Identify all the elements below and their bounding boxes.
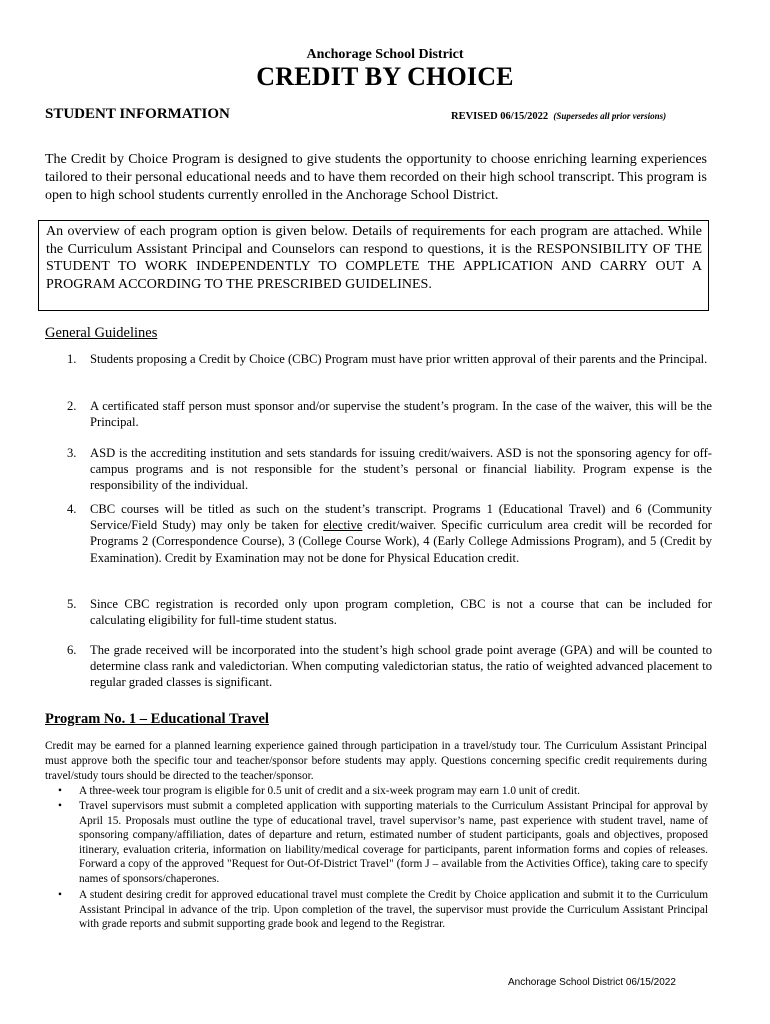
guideline-number: 3.: [67, 446, 77, 460]
program-1-body: Credit may be earned for a planned learning experience gained through participation in a travel/study tour. The Curriculum Assistant Principal must approve both the specific tour and teacher/sponsor before students may apply. Questions concerning specific credit requirements during travel/study tours should be directed to the teacher/sponsor.: [45, 740, 707, 782]
supersedes-note: (Supersedes all prior versions): [553, 111, 667, 121]
program-1-bullet: [58, 799, 708, 887]
guideline-text: A certificated staff person must sponsor and/or supervise the student’s program. In the case of the waiver, this will be the Principal.: [90, 399, 712, 430]
guideline-number: 6.: [67, 643, 77, 657]
overview-box: An overview of each program option is given below. Details of requirements for each program are attached. While the Curriculum Assistant Principal and Counselors can respond to questions, it is the RESPONSIBILITY OF THE STUDENT TO WORK INDEPENDENTLY TO COMPLETE THE APPLICATION AND CARRY OUT A PROGRAM ACCORDING TO THE PRESCRIBED GUIDELINES.: [38, 220, 709, 311]
program-1-bullet: [58, 888, 708, 932]
page-footer: Anchorage School District 06/15/2022: [508, 977, 676, 988]
bullet-glyph: •: [58, 785, 62, 797]
revision-note: [451, 111, 666, 122]
guideline-number: 2.: [67, 399, 77, 413]
program-1-heading: Program No. 1 – Educational Travel: [45, 711, 269, 727]
guideline-text: Students proposing a Credit by Choice (CBC) Program must have prior written approval of their parents and the Principal.: [90, 352, 708, 366]
guideline-text: ASD is the accrediting institution and sets standards for issuing credit/waivers. ASD is not the sponsoring agency for off-campus programs and is not responsible for the student’s personal or financial liability. Program expense is the responsibility of the individual.: [90, 446, 712, 493]
guideline-text-part: CBC courses will be titled as such on the student’s transcript. Programs 1 (Educational Travel) and 6 (Community Service/Field Study) may only be taken for: [90, 502, 712, 533]
guideline-number: 5.: [67, 597, 77, 611]
bullet-text: A student desiring credit for approved educational travel must complete the Credit by Choice application and submit it to the Curriculum Assistant Principal in advance of the trip. Upon completion of the travel, the supervisor must provide the Curriculum Assistant Principal with grade reports and submit supporting grade book and legend to the Registrar.: [79, 889, 708, 931]
intro-paragraph: The Credit by Choice Program is designed to give students the opportunity to choose enriching learning experiences tailored to their personal educational needs and to have them recorded on their high school transcript. This program is open to high school students currently enrolled in the Anchorage School District.: [45, 152, 707, 204]
guideline-number: 1.: [67, 352, 77, 366]
guideline-item: [67, 501, 712, 566]
guideline-item: [67, 596, 712, 628]
program-1-bullet: [58, 784, 708, 799]
bullet-text: A three-week tour program is eligible for 0.5 unit of credit and a six-week program may earn 1.0 unit of credit.: [79, 785, 580, 797]
guideline-item: [67, 351, 712, 367]
guideline-text-part: credit/waiver. Specific curriculum area credit will be recorded for Programs 2 (Correspondence Course), 3 (College Course Work), 4 (Early College Admissions Program), and 5 (Credit by Examination). Credit by Examination may not be done for Physical Education credit.: [90, 518, 712, 565]
document-title: CREDIT BY CHOICE: [256, 62, 514, 91]
guideline-item: [67, 445, 712, 494]
section-label: STUDENT INFORMATION: [45, 106, 230, 122]
revised-date: REVISED 06/15/2022: [451, 111, 549, 122]
general-guidelines-heading: General Guidelines: [45, 325, 158, 341]
guideline-text: The grade received will be incorporated into the student’s high school grade point average (GPA) and will be counted to determine class rank and valedictorian. When computing valedictorian status, the ratio of weighted advanced placement to regular graded classes is significant.: [90, 643, 712, 690]
district-name: Anchorage School District: [306, 47, 464, 62]
guideline-number: 4.: [67, 502, 77, 516]
guideline-text: [90, 501, 712, 566]
guideline-item: [67, 642, 712, 691]
guideline-text: Since CBC registration is recorded only upon program completion, CBC is not a course that can be included for calculating eligibility for full-time student status.: [90, 597, 712, 628]
elective-emphasis: elective: [323, 518, 363, 533]
bullet-text: Travel supervisors must submit a completed application with supporting materials to the Curriculum Assistant Principal for approval by April 15. Proposals must outline the type of educational travel, travel supervisor’s name, past experience with student travel, name of sponsoring company/affiliation, dates of departure and return, estimated number of student participants, goals and objectives, proposed itinerary, evaluation criteria, information on liability/medical coverage for participants, parent information forms and copies of releases. Forward a copy of the approved "Request for Out-Of-District Travel" (form J – available from the Activities Office), taking care to specify names of sponsors/chaperones.: [79, 800, 708, 885]
guideline-item: [67, 398, 712, 430]
bullet-glyph: •: [58, 800, 62, 812]
bullet-glyph: •: [58, 889, 62, 901]
